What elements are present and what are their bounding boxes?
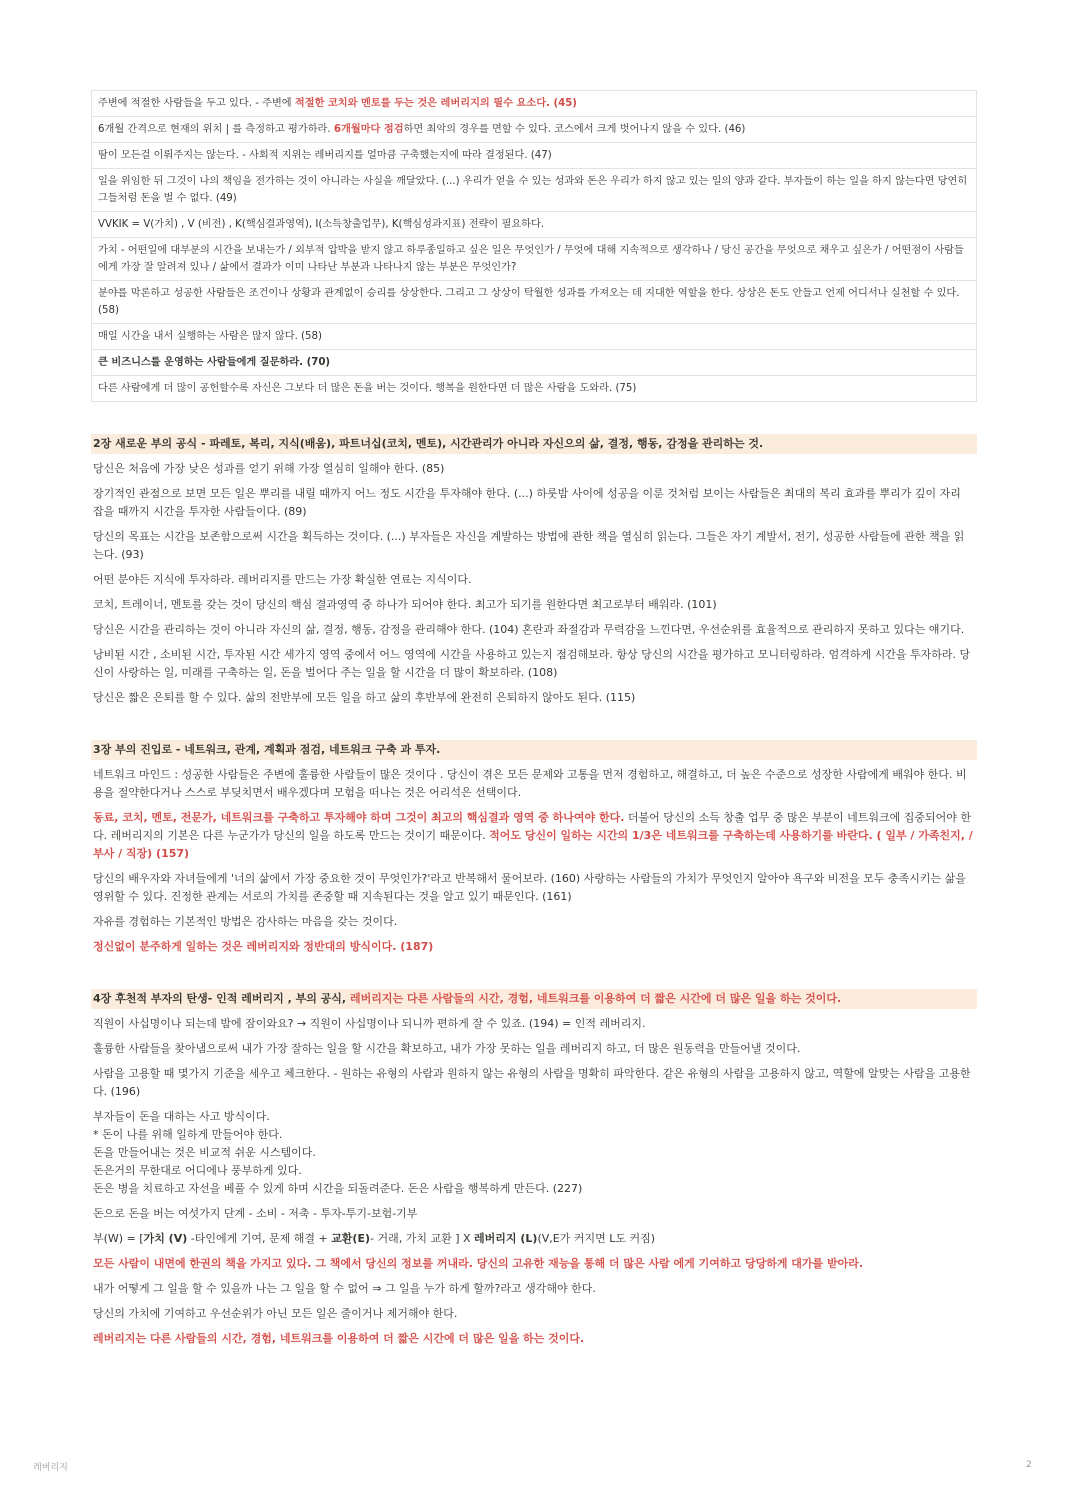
paragraph: 돈으로 돈을 버는 여섯가지 단계 - 소비 - 저축 - 투자-투기-보험-기부 [93, 1207, 418, 1220]
section-heading: 2장 새로운 부의 공식 - 파레토, 복리, 지식(배움), 파트너십(코치, 멘토), 시간관리가 아니라 자신으의 삶, 결정, 행동, 감정을 관리하는 것. [91, 434, 977, 454]
table-row [92, 376, 977, 402]
money-mindset-list [91, 1107, 977, 1199]
table-cell: 분야를 막론하고 성공한 사람들은 조건이나 상황과 관계없이 승리를 상상한다. 그리고 그 상상이 탁월한 성과를 가져오는 데 지대한 역할을 한다. 상상은 돈도 안들고 언제 어디서나 실천할 수 있다. (58) [92, 281, 977, 324]
table-cell: 가치 - 어떤일에 대부분의 시간을 보내는가 / 외부적 압박을 받지 않고 하루종일하고 싶은 일은 무엇인가 / 무엇에 대해 지속적으로 생각하나 / 당신 공간을 무엇으로 채우고 싶은가 / 어떤점이 사람들에게 가장 잘 알려져 있나 / 삶에서 결과가 이미 나타난 부분과 나타나지 않는 부분은 무엇인가? [92, 238, 977, 281]
paragraph-highlight: 정신없이 분주하게 일하는 것은 레버리지와 정반대의 방식이다. (187) [93, 940, 434, 953]
wealth-formula: 부(W) = [가치 (V) -타인에게 기여, 문제 해결 + 교환(E)- 거래, 가치 교환 ] X 레버리지 (L)(V,E가 커지면 L도 커짐) [93, 1232, 655, 1245]
paragraph: 당신의 배우자와 자녀들에게 '너의 삶에서 가장 중요한 것이 무엇인가?'라고 반복해서 물어보라. (160) 사랑하는 사람들의 가치가 무엇인지 알아야 욕구와 비전을 모두 충족시키는 삶을 영위할 수 있다. 진정한 관계는 서로의 가치를 존중할 때 지속된다는 것을 알고 있기 때문인다. (161) [93, 872, 966, 903]
paragraph: 직원이 사십명이나 되는데 밤에 잠이와요? → 직원이 사십명이나 되니까 편하게 잘 수 있죠. (194) = 인적 레버리지. [93, 1017, 646, 1030]
notes-table [91, 90, 977, 402]
paragraph: 당신은 시간을 관리하는 것이 아니라 자신의 삶, 결정, 행동, 감정을 관리해야 한다. (104) 혼란과 좌절감과 무력감을 느낀다면, 우선순위를 효율적으로 관리하지 못하고 있다는 얘기다. [93, 623, 965, 636]
table-cell: 다른 사람에게 더 많이 공헌할수록 자신은 그보다 더 많은 돈을 버는 것이다. 행복을 원한다면 더 많은 사람을 도와라. (75) [92, 376, 977, 402]
paragraph: 당신의 목표는 시간을 보존함으로써 시간을 획득하는 것이다. (...) 부자들은 자신을 계발하는 방법에 관한 책을 열심히 읽는다. 그들은 자기 계발서, 전기, 성공한 사람들에 관한 책을 읽는다. (93) [93, 530, 965, 561]
table-row [92, 281, 977, 324]
list-line: 돈은 병을 치료하고 자선을 베풀 수 있게 하며 시간을 되돌려준다. 돈은 사람을 행복하게 만든다. (227) [93, 1182, 583, 1195]
paragraph: 코치, 트레이너, 멘토를 갖는 것이 당신의 핵심 결과영역 중 하나가 되어야 한다. 최고가 되기를 원한다면 최고로부터 배워라. (101) [93, 598, 717, 611]
paragraph: 장기적인 관점으로 보면 모든 일은 뿌리를 내릴 때까지 어느 정도 시간을 투자해야 한다. (...) 하룻밤 사이에 성공을 이룬 것처럼 보이는 사람들은 최대의 복리 효과를 뿌리가 깊이 자리 잡을 때까지 시간을 투자한 사람들이다. (89) [93, 487, 961, 518]
section-heading: 3장 부의 진입로 - 네트워크, 관계, 계획과 점검, 네트워크 구축 과 투자. [91, 740, 977, 760]
table-row [92, 324, 977, 350]
table-row [92, 117, 977, 143]
table-row [92, 212, 977, 238]
table-cell: 큰 비즈니스를 운영하는 사람들에게 질문하라. (70) [92, 350, 977, 376]
table-cell: 주변에 적절한 사람들을 두고 있다. - 주변에 적절한 코치와 멘토를 두는 것은 레버리지의 필수 요소다. (45) [92, 91, 977, 117]
table-row [92, 143, 977, 169]
paragraph: 자유를 경험하는 기본적인 방법은 감사하는 마음을 갖는 것이다. [93, 915, 398, 928]
table-row [92, 169, 977, 212]
table-row [92, 91, 977, 117]
paragraph-highlight: 레버리지는 다른 사람들의 시간, 경험, 네트워크를 이용하여 더 짧은 시간에 더 많은 일을 하는 것이다. [93, 1332, 585, 1345]
table-cell: 매일 시간을 내서 실행하는 사람은 많지 않다. (58) [92, 324, 977, 350]
section-heading: 4장 후천적 부자의 탄생- 인적 레버리지 , 부의 공식, 레버리지는 다른 사람들의 시간, 경험, 네트워크를 이용하여 더 짧은 시간에 더 많은 일을 하는 것이다. [91, 989, 977, 1009]
table-cell: 일을 위임한 뒤 그것이 나의 책임을 전가하는 것이 아니라는 사실을 깨달았다. (...) 우리가 얻을 수 있는 성과와 돈은 우리가 하지 않고 있는 일의 양과 같다. 부자들이 하는 일을 하지 않는다면 당연히 그들처럼 돈을 벌 수 없다. (49) [92, 169, 977, 212]
table-cell: VVKIK = V(가치) , V (비전) , K(핵심결과영역), I(소득창출업무), K(핵심성과지표) 전략이 필요하다. [92, 212, 977, 238]
table-cell: 땀이 모든걸 이뤄주지는 않는다. - 사회적 지위는 레버리지를 얼마큼 구축했는지에 따라 결정된다. (47) [92, 143, 977, 169]
document-body [91, 90, 977, 1349]
list-line: 부자들이 돈을 대하는 사고 방식이다. [93, 1110, 270, 1123]
paragraph: 훌륭한 사람들을 찾아냄으로써 내가 가장 잘하는 일을 할 시간을 확보하고, 내가 가장 못하는 일을 레버리지 하고, 더 많은 원동력을 만들어낼 것이다. [93, 1042, 801, 1055]
paragraph: 사람을 고용할 때 몇가지 기준을 세우고 체크한다. - 원하는 유형의 사람과 원하지 않는 유형의 사람을 명확히 파악한다. 같은 유형의 사람을 고용하지 않고, 역할에 알맞는 사람을 고용한다. (196) [93, 1067, 971, 1098]
section-3 [91, 740, 977, 957]
section-4 [91, 989, 977, 1349]
footer-title: 레버리지 [33, 1463, 68, 1473]
table-cell: 6개월 간격으로 현재의 위치 | 를 측정하고 평가하라. 6개월마다 점검하면 최악의 경우를 면할 수 있다. 코스에서 크게 벗어나지 않을 수 있다. (46) [92, 117, 977, 143]
paragraph: 어떤 분야든 지식에 투자하라. 레버리지를 만드는 가장 확실한 연료는 지식이다. [93, 573, 472, 586]
table-row [92, 238, 977, 281]
paragraph: 동료, 코치, 멘토, 전문가, 네트워크를 구축하고 투자해야 하며 그것이 최고의 핵심결과 영역 중 하나여야 한다. 더불어 당신의 소득 창출 업무 중 많은 부분이 네트워크에 집중되어야 한다. 레버리지의 기본은 다른 누군가가 당신의 일을 하도록 만드는 것이기 때문이다. 적어도 당신이 일하는 시간의 1/3은 네트워크를 구축하는데 사용하기를 바란다. ( 일부 / 가족친지, / 부사 / 직장) (157) [93, 811, 973, 860]
paragraph: 내가 어떻게 그 일을 할 수 있을까 나는 그 일을 할 수 없어 ⇒ 그 일을 누가 하게 할까?라고 생각해야 한다. [93, 1282, 596, 1295]
page-number: 2 [1026, 1460, 1032, 1470]
section-2 [91, 434, 977, 708]
paragraph: 네트워크 마인드 : 성공한 사람들은 주변에 훌륭한 사람들이 많은 것이다 . 당신이 겪은 모든 문제와 고통을 먼저 경험하고, 해결하고, 더 높은 수준으로 성장한 사람에게 배워야 한다. 비용을 절약한다거나 스스로 부딪치면서 배우겠다며 모험을 떠나는 것은 어리석은 선택이다. [93, 768, 967, 799]
list-line: * 돈이 나를 위해 일하게 만들어야 한다. [93, 1128, 283, 1141]
paragraph: 당신은 처음에 가장 낮은 성과를 얻기 위해 가장 열심히 일해야 한다. (85) [93, 462, 445, 475]
table-row [92, 350, 977, 376]
list-line: 돈은거의 무한대로 어디에나 풍부하게 있다. [93, 1164, 302, 1177]
paragraph: 당신의 가치에 기여하고 우선순위가 아닌 모든 일은 줄이거나 제거해야 한다. [93, 1307, 458, 1320]
list-line: 돈을 만들어내는 것은 비교적 쉬운 시스템이다. [93, 1146, 316, 1159]
paragraph: 당신은 짧은 은퇴를 할 수 있다. 삶의 전반부에 모든 일을 하고 삶의 후반부에 완전히 은퇴하지 않아도 된다. (115) [93, 691, 636, 704]
paragraph-highlight: 모든 사람이 내면에 한권의 책을 가지고 있다. 그 책에서 당신의 정보를 꺼내라. 당신의 고유한 재능을 통해 더 많은 사람 에게 기여하고 당당하게 대가를 받아라. [93, 1257, 864, 1270]
paragraph: 낭비된 시간 , 소비된 시간, 투자된 시간 세가지 영역 중에서 어느 영역에 시간을 사용하고 있는지 점검해보라. 항상 당신의 시간을 평가하고 모니터링하라. 엄격하게 시간을 투자하라. 당신이 사랑하는 일, 미래를 구축하는 일, 돈을 벌어다 주는 일을 할 시간을 더 많이 확보하라. (108) [93, 648, 971, 679]
